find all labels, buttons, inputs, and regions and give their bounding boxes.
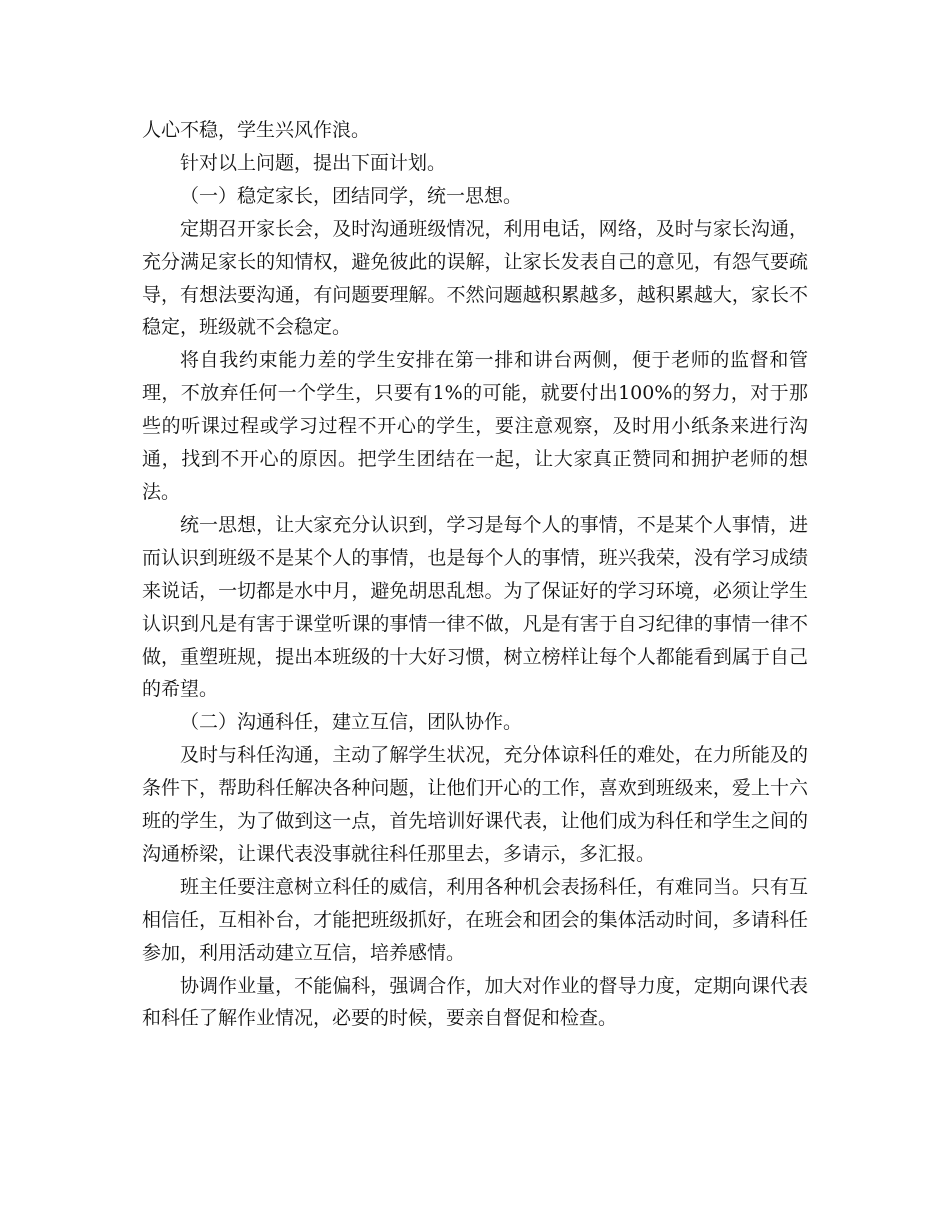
paragraph-continuation: 人心不稳，学生兴风作浪。 [142,119,371,141]
paragraph: 将自我约束能力差的学生安排在第一排和讲台两侧，便于老师的监督和管理，不放弃任何一个学生，只要有1%的可能，就要付出100%的努力，对于那些的听课过程或学习过程不开心的学生，要注意观察，及时用小纸条来进行沟通，找到不开心的原因。把学生团结在一起，让大家真正赞同和拥护老师的想法。 [142,349,808,503]
paragraph: 协调作业量，不能偏科，强调合作，加大对作业的督导力度，定期向课代表和科任了解作业情况，必要的时候，要亲自督促和检查。 [142,974,808,1030]
paragraph: 班主任要注意树立科任的威信，利用各种机会表扬科任，有难同当。只有互相信任，互相补台，才能把班级抓好，在班会和团会的集体活动时间，多请科任参加，利用活动建立互信，培养感情。 [142,875,808,964]
section-heading-2: （二）沟通科任，建立互信，团队协作。 [180,711,523,734]
paragraph-intro: 针对以上问题，提出下面计划。 [180,151,447,174]
paragraph: 定期召开家长会，及时沟通班级情况，利用电话，网络，及时与家长沟通，充分满足家长的知情权，避免彼此的误解，让家长发表自己的意见，有怨气要疏导，有想法要沟通，有问题要理解。不然问题越积累越多，越积累越大，家长不稳定，班级就不会稳定。 [142,217,808,339]
paragraph: 及时与科任沟通，主动了解学生状况，充分体谅科任的难处，在力所能及的条件下，帮助科任解决各种问题，让他们开心的工作，喜欢到班级来，爱上十六班的学生，为了做到这一点，首先培训好课代表，让他们成为科任和学生之间的沟通桥梁，让课代表没事就往科任那里去，多请示，多汇报。 [142,744,808,865]
paragraph: 统一思想，让大家充分认识到，学习是每个人的事情，不是某个人事情，进而认识到班级不是某个人的事情，也是每个人的事情，班兴我荣，没有学习成绩来说话，一切都是水中月，避免胡思乱想。为了保证好的学习环境，必须让学生认识到凡是有害于课堂听课的事情一律不做，凡是有害于自习纪律的事情一律不做，重塑班规，提出本班级的十大好习惯，树立榜样让每个人都能看到属于自己的希望。 [142,513,808,701]
section-heading-1: （一）稳定家长，团结同学，统一思想。 [180,184,523,207]
document-body [142,114,808,1035]
